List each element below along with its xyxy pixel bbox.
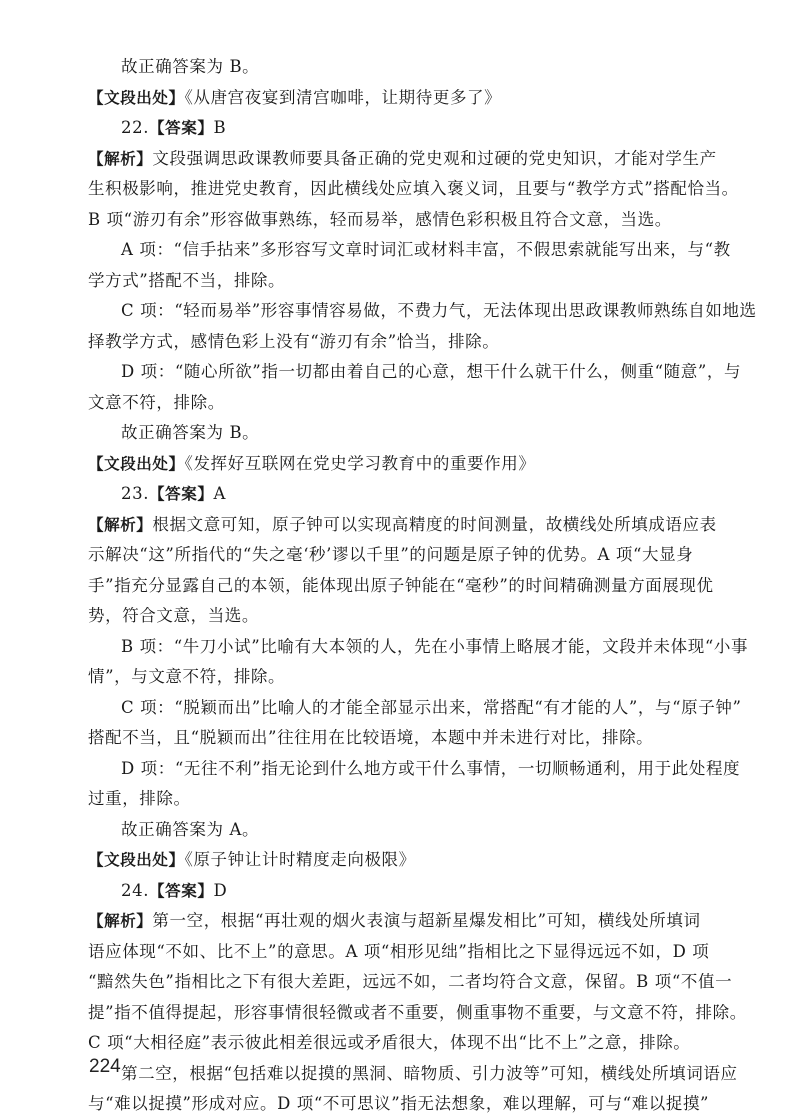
analysis-text: 示解决“这”所指代的“失之毫‘秒’谬以千里”的问题是原子钟的优势。A 项“大显身 [88, 545, 694, 564]
answer-label: 【答案】 [149, 119, 214, 137]
page-number: 224 [89, 1056, 121, 1077]
source-line [88, 83, 714, 114]
option-line: 择教学方式，感情色彩上没有“游刃有余”恰当，排除。 [88, 331, 500, 351]
analysis-text: B 项“游刃有余”形容做事熟练，轻而易举，感情色彩积极且符合文意，当选。 [88, 209, 672, 229]
answer-line [88, 113, 714, 144]
analysis-line [88, 937, 714, 968]
conclusion-line: 故正确答案为 B。 [121, 423, 260, 442]
analysis-text: 第一空，根据“再壮观的烟火表演与超新星爆发相比”可知，横线处所填词 [152, 911, 701, 930]
analysis-line [88, 601, 714, 632]
option-line: C 项：“轻而易举”形容事情容易做，不费力气，无法体现出思政课教师熟练自如地选 [121, 301, 757, 320]
analysis-text: 语应体现“不如、比不上”的意思。A 项“相形见绌”指相比之下显得远远不如，D 项 [88, 941, 710, 961]
conclusion-line: 故正确答案为 A。 [121, 819, 260, 839]
analysis-text: C 项“大相径庭”表示彼此相差很远或矛盾很大，体现不出“比不上”之意，排除。 [88, 1033, 691, 1052]
option-line: D 项：“无往不利”指无论到什么地方或干什么事情，一切顺畅通利，用于此处程度 [121, 758, 741, 778]
answer-explanations [88, 52, 757, 1120]
analysis-line [88, 510, 717, 541]
analysis-text: 势，符合文意，当选。 [88, 606, 259, 625]
source-label: 【文段出处】 [88, 88, 185, 107]
source-title: 《原子钟让计时精度走向极限》 [184, 850, 416, 869]
analysis-line [88, 174, 739, 205]
answer-label: 【答案】 [149, 485, 214, 503]
analysis-line [88, 571, 714, 602]
analysis-text: 文段强调思政课教师要具备正确的党史观和过硬的党史知识，才能对学生产 [152, 148, 717, 168]
question-number: 22. [121, 118, 150, 137]
analysis-line [88, 205, 714, 236]
analysis-text: “黯然失色”指相比之下有很大差距，远远不如，二者均符合文意，保留。B 项“不值一 [88, 972, 733, 991]
analysis-text: 根据文意可知，原子钟可以实现高精度的时间测量，故横线处所填成语应表 [152, 514, 717, 534]
source-title: 《从唐宫夜宴到清宫咖啡，让期待更多了》 [184, 87, 502, 107]
question-number: 23. [121, 484, 150, 503]
answer-line [88, 479, 714, 510]
option-line: 文意不符，排除。 [88, 392, 225, 412]
option-line: A 项：“信手拈来”多形容写文章时词汇或材料丰富，不假思索就能写出来，与“教 [121, 240, 731, 259]
analysis-line [88, 1028, 714, 1059]
source-line [88, 449, 714, 480]
analysis-label: 【解析】 [88, 912, 153, 930]
option-line: 第二空，根据“包括难以捉摸的黑洞、暗物质、引力波等”可知，横线处所填词语应 [121, 1063, 738, 1083]
answer-label: 【答案】 [149, 881, 214, 900]
answer-value: B [213, 118, 227, 137]
option-line: D 项：“随心所欲”指一切都由着自己的心意，想干什么就干什么，侧重“随意”，与 [121, 362, 742, 381]
answer-line [88, 876, 714, 907]
source-label: 【文段出处】 [88, 851, 185, 869]
analysis-text: 生积极影响，推进党史教育，因此横线处应填入褒义词，且要与“教学方式”搭配恰当。 [88, 179, 739, 198]
answer-value: A [213, 484, 226, 503]
question-number: 24. [121, 880, 150, 900]
option-line: B 项：“牛刀小试”比喻有大本领的人，先在小事情上略展才能，文段并未体现“小事 [121, 636, 749, 656]
analysis-text: 提”指不值得提起，形容事情很轻微或者不重要，侧重事物不重要，与文意不符，排除。 [88, 1002, 747, 1022]
source-label: 【文段出处】 [88, 454, 185, 473]
analysis-line [88, 967, 733, 998]
option-line: C 项：“脱颖而出”比喻人的才能全部显示出来，常搭配“有才能的人”，与“原子钟” [121, 697, 742, 717]
analysis-text: 手”指充分显露自己的本领，能体现出原子钟能在“毫秒”的时间精确测量方面展现优 [88, 575, 714, 595]
analysis-line [88, 906, 714, 937]
option-line: 学方式”搭配不当，排除。 [88, 270, 286, 290]
option-line: 过重，排除。 [88, 789, 191, 808]
analysis-line [88, 540, 714, 571]
analysis-label: 【解析】 [88, 515, 153, 534]
source-title: 《发挥好互联网在党史学习教育中的重要作用》 [184, 453, 536, 473]
analysis-label: 【解析】 [88, 149, 153, 168]
analysis-line [88, 144, 717, 175]
conclusion-line: 故正确答案为 B。 [121, 57, 260, 76]
option-line: 与“难以捉摸”形成对应。D 项“不可思议”指无法想象，难以理解，可与“难以捉摸” [88, 1094, 710, 1113]
answer-value: D [213, 880, 228, 900]
option-line: 情”，与文意不符，排除。 [88, 667, 286, 686]
source-line [88, 845, 714, 876]
option-line: 搭配不当，且“脱颖而出”往往用在比较语境，本题中并未进行对比，排除。 [88, 728, 654, 747]
analysis-line [88, 998, 747, 1029]
